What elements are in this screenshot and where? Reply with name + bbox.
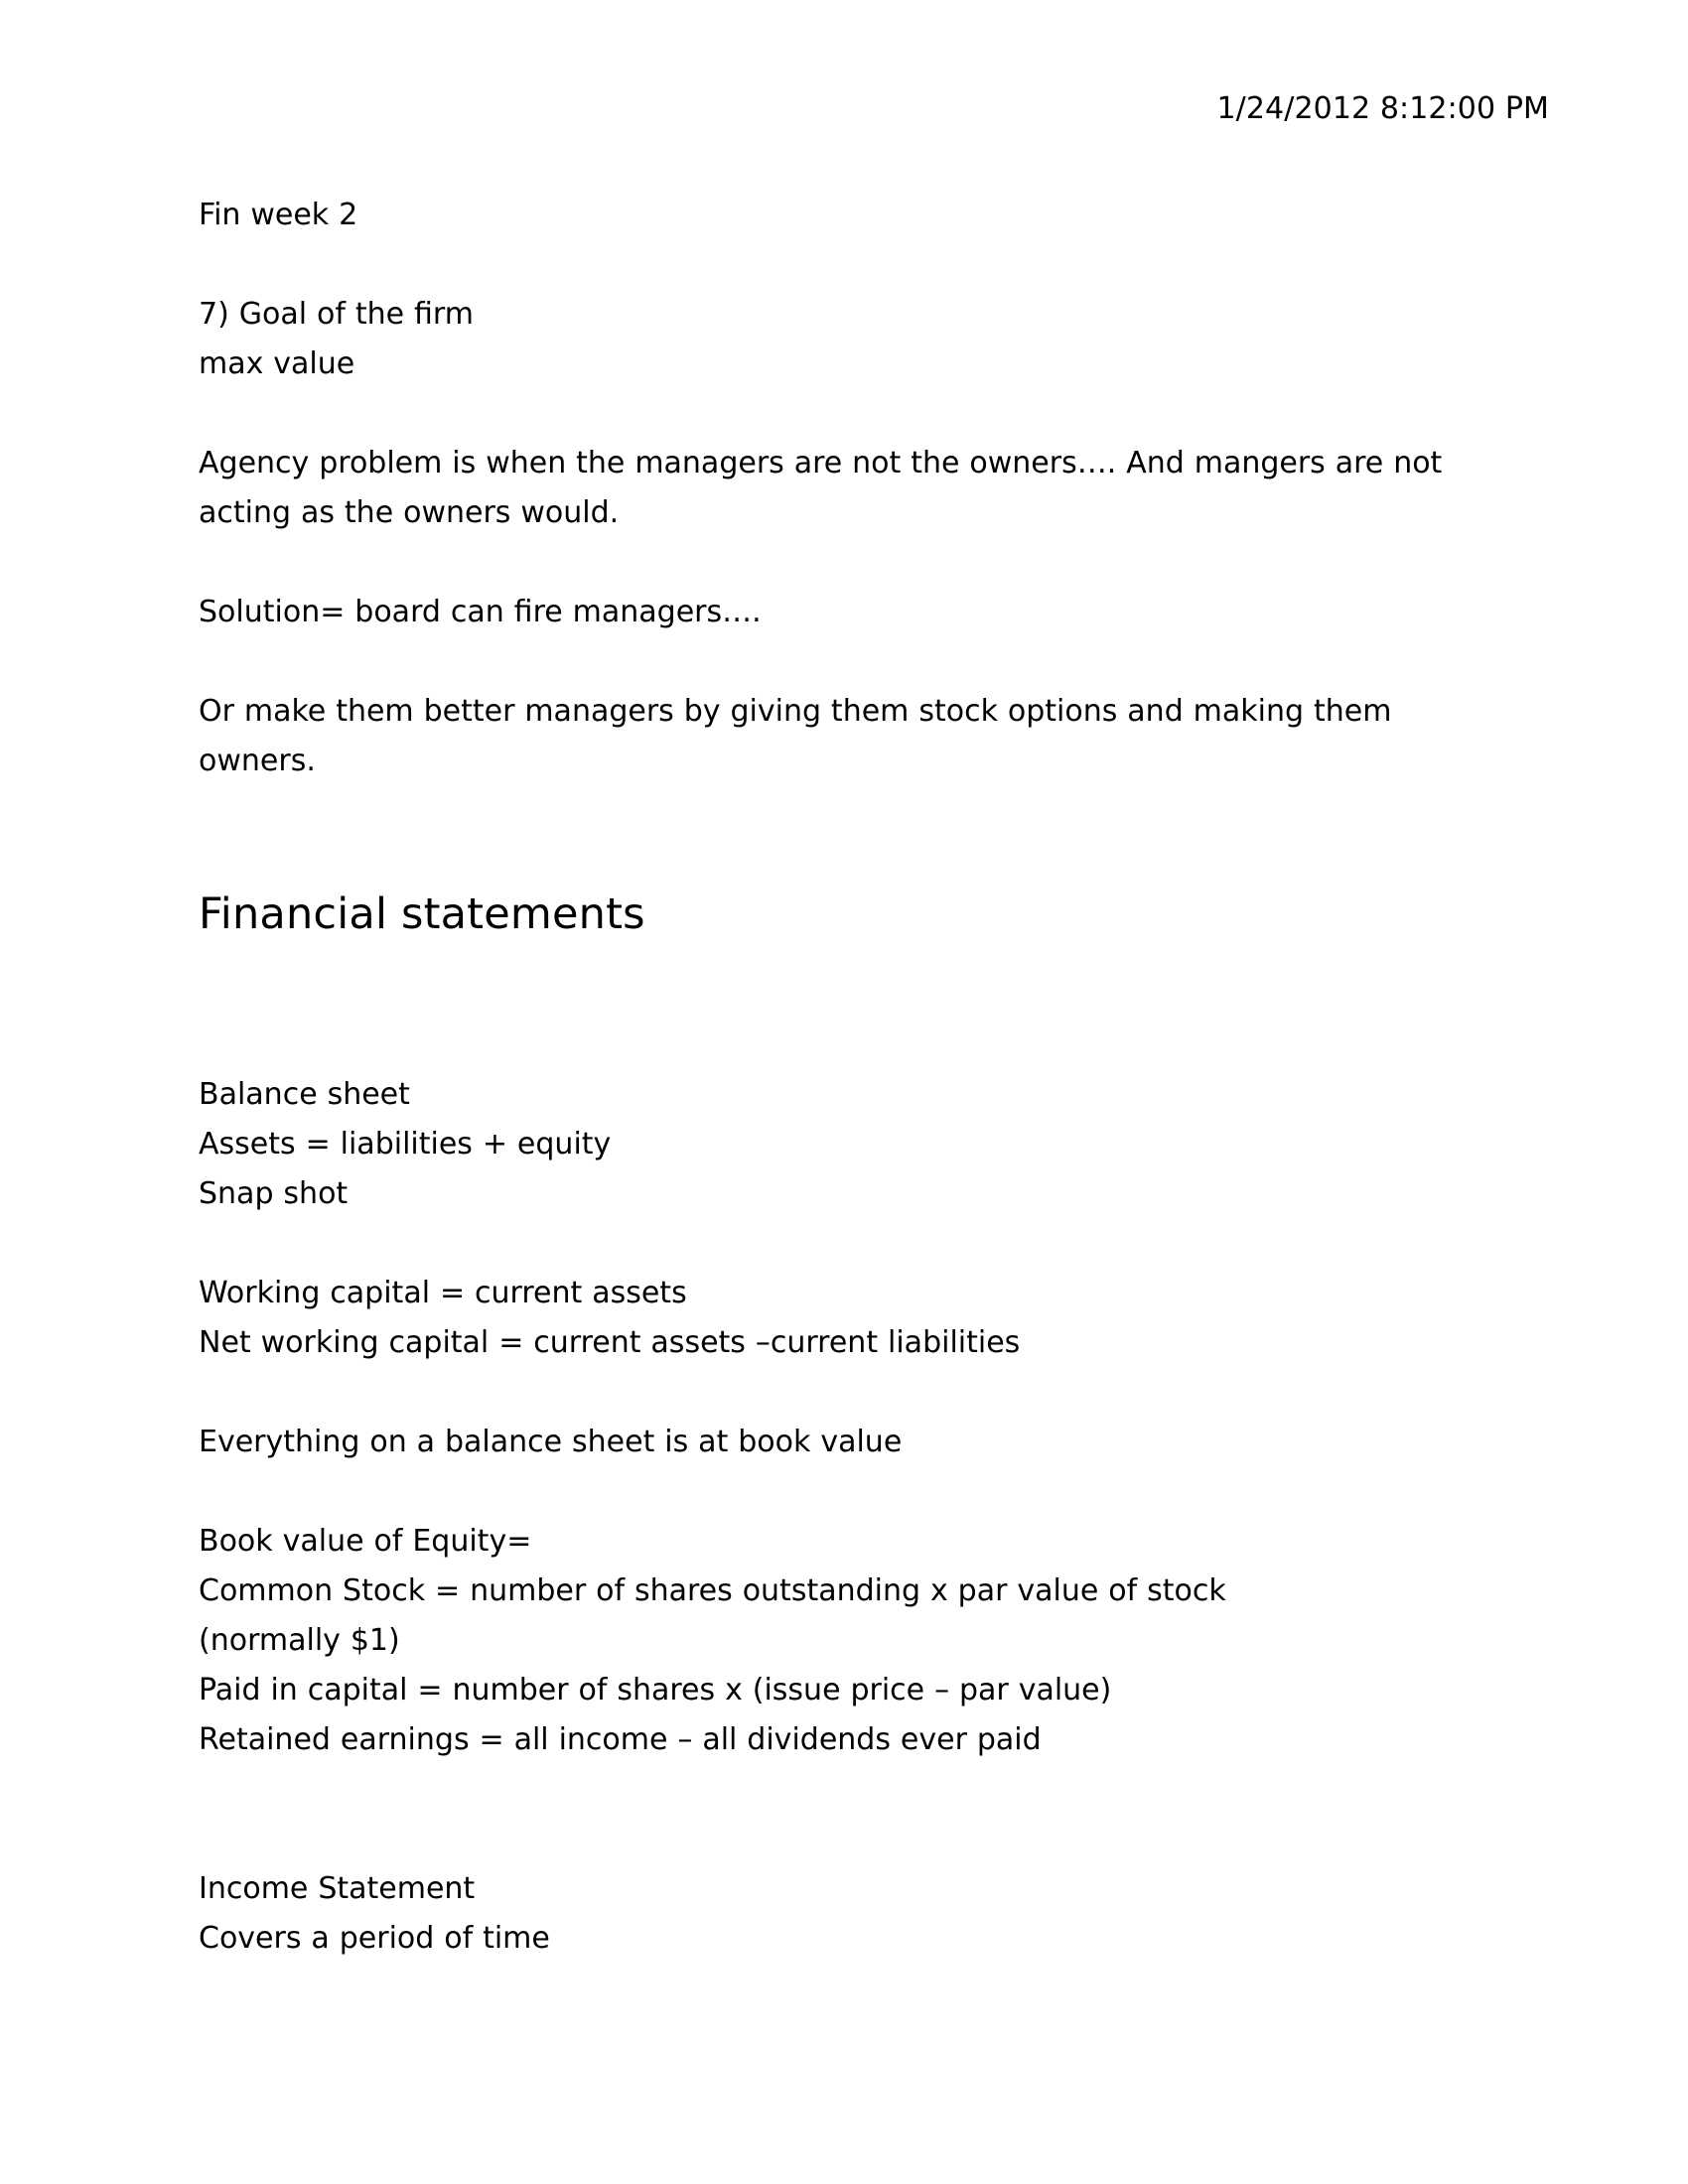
- paragraph-book-value-equity: [199, 1517, 1460, 1765]
- goal-value: max value: [199, 346, 355, 381]
- spacer: [199, 637, 1460, 687]
- spacer: [199, 1467, 1460, 1517]
- paragraph-working-capital: [199, 1269, 1460, 1368]
- paid-in-capital: Paid in capital = number of shares x (issue price – par value): [199, 1673, 1112, 1707]
- income-statement-period: Covers a period of time: [199, 1921, 550, 1956]
- paragraph-balance-sheet: [199, 1070, 1460, 1219]
- spacer: [199, 943, 1460, 1070]
- balance-sheet-equation: Assets = liabilities + equity: [199, 1127, 612, 1161]
- paragraph-solution: Solution= board can fire managers….: [199, 595, 762, 629]
- paragraph-goal: [199, 290, 1460, 389]
- book-value-of-equity: Book value of Equity=: [199, 1524, 532, 1559]
- spacer: [199, 1219, 1460, 1269]
- income-statement-label: Income Statement: [199, 1871, 476, 1906]
- paragraph-title-line: [199, 191, 1460, 240]
- document-timestamp: 1/24/2012 8:12:00 PM: [1216, 91, 1549, 126]
- common-stock: Common Stock = number of shares outstanding x par value of stock: [199, 1573, 1226, 1608]
- spacer: [199, 389, 1460, 439]
- spacer: [199, 538, 1460, 588]
- goal-heading: 7) Goal of the firm: [199, 297, 474, 332]
- document-body: [199, 191, 1460, 1964]
- net-working-capital: Net working capital = current assets –current liabilities: [199, 1325, 1021, 1360]
- spacer: [199, 1765, 1460, 1864]
- snap-shot: Snap shot: [199, 1176, 349, 1211]
- spacer: [199, 240, 1460, 290]
- retained-earnings: Retained earnings = all income – all dividends ever paid: [199, 1722, 1042, 1757]
- section-heading-financial-statements: Financial statements: [199, 889, 645, 939]
- par-value-note: (normally $1): [199, 1623, 400, 1658]
- paragraph-book-value-note: Everything on a balance sheet is at book value: [199, 1425, 903, 1459]
- spacer: [199, 1368, 1460, 1418]
- spacer: [199, 786, 1460, 886]
- paragraph-stock-options: Or make them better managers by giving them stock options and making them owners.: [199, 694, 1392, 778]
- paragraph-income-statement: [199, 1864, 1460, 1964]
- note-title: Fin week 2: [199, 198, 358, 232]
- working-capital: Working capital = current assets: [199, 1276, 687, 1310]
- paragraph-agency-problem: Agency problem is when the managers are not the owners…. And mangers are not acting as the owners would.: [199, 446, 1443, 530]
- balance-sheet-label: Balance sheet: [199, 1077, 410, 1112]
